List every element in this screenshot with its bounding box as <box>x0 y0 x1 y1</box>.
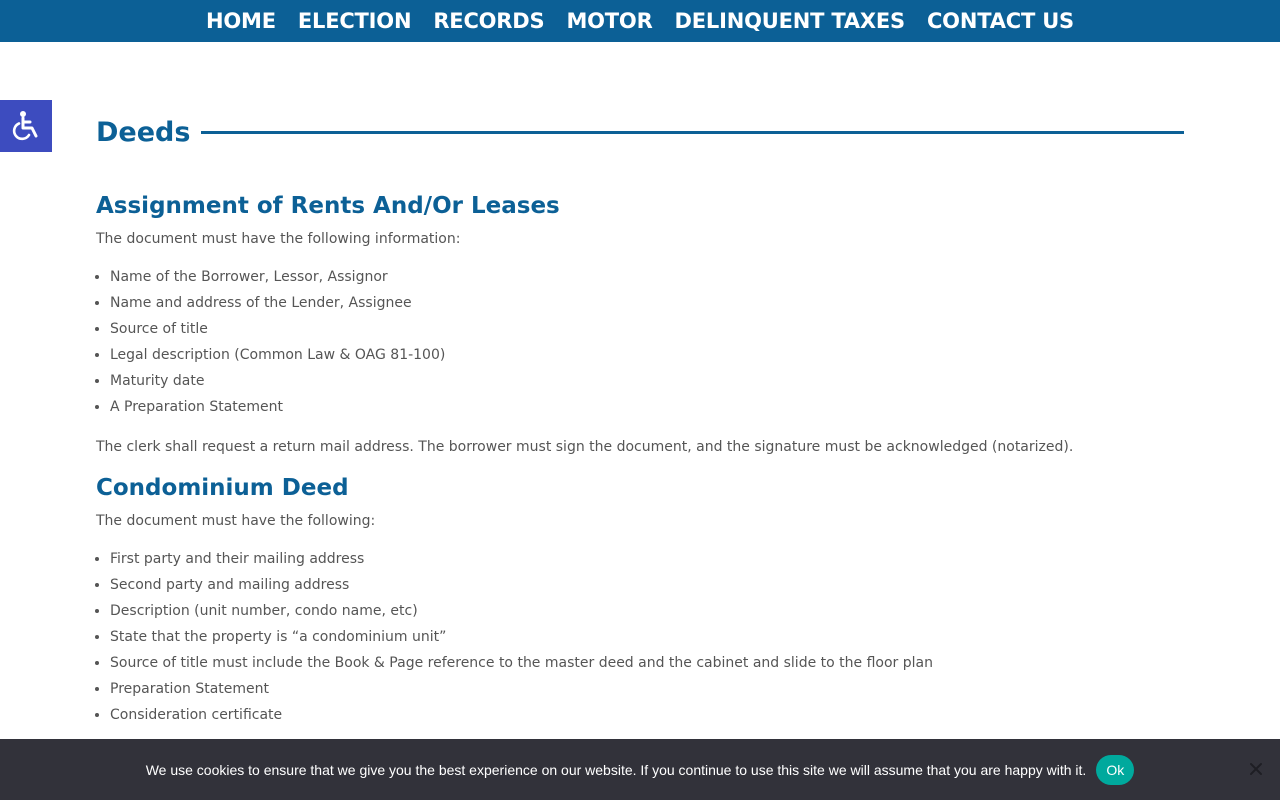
wheelchair-icon <box>9 109 43 143</box>
list-item: • Name of the Borrower, Lessor, Assignor <box>110 264 1184 290</box>
list-item: • Preparation Statement <box>110 676 1184 702</box>
list-item: • Description (unit number, condo name, etc) <box>110 598 1184 624</box>
cookie-message: We use cookies to ensure that we give you the best experience on our website. If you continue to use this site we will assume that you are happy with it. <box>145 761 1087 778</box>
page-title: Deeds <box>96 117 191 148</box>
nav-item-home[interactable]: HOME <box>206 9 276 33</box>
list-item: • Legal description (Common Law & OAG 81-100) <box>110 342 1184 368</box>
nav-item-delinquent-taxes[interactable]: DELINQUENT TAXES <box>674 9 905 33</box>
list-item: • Source of title must include the Book & Page reference to the master deed and the cabinet and slide to the floor plan <box>110 650 1184 676</box>
cookie-notice-bar <box>0 739 1280 800</box>
cookie-ok-button[interactable]: Ok <box>1096 755 1134 785</box>
section-intro: The document must have the following information: <box>96 231 461 247</box>
title-divider <box>201 131 1184 134</box>
list-item: • Name and address of the Lender, Assignee <box>110 290 1184 316</box>
section-assignment-of-rents <box>96 190 1184 456</box>
list-item: • State that the property is “a condominium unit” <box>110 624 1184 650</box>
top-navigation <box>0 0 1280 42</box>
section-condominium-deed <box>96 472 1184 728</box>
section-intro: The document must have the following: <box>96 513 376 529</box>
list-item: • Maturity date <box>110 368 1184 394</box>
nav-item-records[interactable]: RECORDS <box>433 9 545 33</box>
section-outro: The clerk shall request a return mail address. The borrower must sign the document, and the signature must be acknowledged (notarized). <box>96 439 1074 455</box>
nav-item-motor[interactable]: MOTOR <box>566 9 653 33</box>
list-item: • A Preparation Statement <box>110 394 1184 420</box>
list-item: • First party and their mailing address <box>110 546 1184 572</box>
list-item: • Consideration certificate <box>110 702 1184 728</box>
list-item: • Source of title <box>110 316 1184 342</box>
nav-item-election[interactable]: ELECTION <box>297 9 412 33</box>
section-heading: Condominium Deed <box>96 475 349 501</box>
requirements-list <box>96 546 1184 728</box>
list-item: • Second party and mailing address <box>110 572 1184 598</box>
page-title-row <box>96 110 1184 156</box>
requirements-list <box>96 264 1184 420</box>
main-content <box>96 110 1184 746</box>
close-icon[interactable] <box>1248 761 1264 777</box>
accessibility-toggle-button[interactable] <box>0 100 52 152</box>
nav-item-contact-us[interactable]: CONTACT US <box>926 9 1074 33</box>
nav-menu <box>206 0 1074 42</box>
section-heading: Assignment of Rents And/Or Leases <box>96 193 560 219</box>
